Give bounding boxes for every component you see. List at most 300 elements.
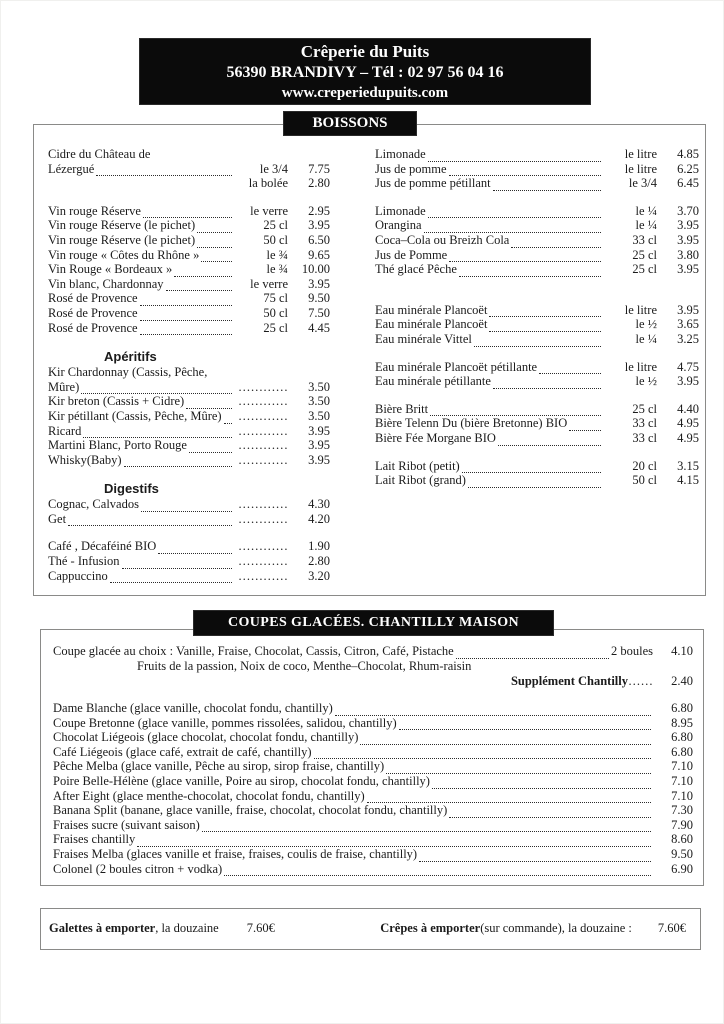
item-unit: ………… [238,568,288,583]
item-name: Eau minérale Plancoët [375,302,488,317]
item-name: Get [48,511,67,526]
item-price: 6.45 [677,176,699,191]
dotted-leader [489,321,601,332]
item-unit: ………… [238,539,288,554]
item-name: Eau minérale pétillante [375,374,491,389]
item-name: Lait Ribot (grand) [375,473,466,488]
coupes-item-row [53,862,693,877]
coupes-item-row [53,818,693,833]
restaurant-website: www.creperiedupuits.com [281,84,449,101]
menu-group [375,459,699,488]
dotted-leader [124,456,232,467]
menu-row [375,332,699,347]
coupes-item-row [53,730,693,745]
item-name: Vin rouge Réserve (le pichet) [48,232,196,247]
menu-row [48,497,330,512]
item-unit: ………… [238,394,288,409]
dotted-leader [96,165,232,176]
menu-group [48,480,330,526]
menu-row [375,360,699,375]
item-unit: le 3/4 [259,161,288,176]
coupes-item-row [53,716,693,731]
item-unit: le litre [624,302,657,317]
group-rows [375,360,699,389]
item-name: Chocolat Liégeois (glace chocolat, chocolat fondu, chantilly) [53,730,359,745]
item-name: Colonel (2 boules citron + vodka) [53,861,223,876]
menu-group [375,204,699,277]
dotted-leader [432,778,651,789]
item-name: Jus de pomme [375,161,447,176]
dotted-leader [493,180,601,191]
coupes-item-row [53,745,693,760]
item-unit: 33 cl [632,416,657,431]
coupe-intro-text: Coupe glacée au choix : Vanille, Fraise, Chocolat, Cassis, Citron, Café, Pistache [53,644,454,658]
item-unit [234,365,288,380]
restaurant-name: Crêperie du Puits [300,41,430,61]
dotted-leader [428,151,601,162]
item-unit: le verre [250,203,288,218]
dotted-leader [449,807,651,818]
item-unit: le litre [624,147,657,161]
item-name: Kir breton (Cassis + Cidre) [48,394,185,409]
crepes-label-bold: Crêpes à emporter [380,921,481,935]
menu-row [48,277,330,292]
item-name: Eau minérale Vittel [375,331,472,346]
dotted-leader [511,237,601,248]
menu-row [48,321,330,336]
item-unit: 25 cl [632,401,657,416]
takeaway-line [41,909,700,936]
item-price: 3.25 [677,331,699,346]
dotted-leader [430,405,601,416]
item-unit: le litre [624,161,657,176]
group-rows [48,539,330,583]
item-name: Martini Blanc, Porto Rouge [48,438,187,453]
item-price: 3.65 [677,317,699,332]
dotted-leader [489,306,601,317]
item-price: 3.70 [677,203,699,218]
item-name: Lait Ribot (petit) [375,458,460,473]
item-name: Mûre) [48,379,80,394]
item-unit: ………… [238,497,288,512]
item-price: 3.95 [308,276,330,291]
item-price: 4.75 [677,359,699,374]
item-price: 4.40 [677,401,699,416]
item-unit: ………… [238,438,288,453]
dotted-leader [428,207,601,218]
item-price: 3.95 [308,218,330,233]
item-name: Rosé de Provence [48,320,138,335]
group-rows [48,147,330,191]
boissons-column-right [375,147,699,488]
group-heading: Digestifs [104,481,159,497]
dotted-leader [386,763,651,774]
item-unit: le ½ [635,317,657,332]
item-price: 1.90 [308,539,330,554]
item-price: 6.80 [671,701,693,715]
supplement-dots: …… [628,674,653,688]
dotted-leader [456,648,609,659]
item-price: 4.15 [677,473,699,488]
menu-group [375,360,699,389]
item-name: Eau minérale Plancoët pétillante [375,359,538,374]
group-rows [48,497,330,526]
item-price: 4.30 [308,497,330,512]
dotted-leader [68,515,232,526]
menu-row [375,416,699,431]
galettes-label-rest: , la douzaine [155,921,219,935]
menu-row [48,424,330,439]
menu-row [375,374,699,389]
restaurant-address: 56390 BRANDIVY – Tél : 02 97 56 04 16 [226,63,504,81]
dotted-leader [474,336,601,347]
menu-row [48,512,330,527]
menu-row [48,176,330,191]
item-unit: 25 cl [632,247,657,262]
coupe-intro-price: 4.10 [671,644,693,658]
item-name: Fraises chantilly [53,832,136,847]
menu-row [48,248,330,263]
item-name: Café Liégeois (glace café, extrait de café, chantilly) [53,744,312,759]
item-unit: le ¼ [635,218,657,233]
item-unit: le ¼ [635,203,657,218]
item-name: Limonade [375,203,426,218]
dotted-leader [399,719,651,730]
crepes-label-rest: (sur commande), la douzaine : [480,921,632,935]
dotted-leader [122,558,232,569]
item-name: Rosé de Provence [48,291,138,306]
item-unit: ………… [238,554,288,569]
boissons-section-title: BOISSONS [283,111,417,136]
item-unit: le litre [624,359,657,374]
item-name: Eau minérale Plancoët [375,317,488,332]
item-unit: 25 cl [632,262,657,277]
menu-row [48,569,330,584]
menu-row [48,162,330,177]
item-unit: 20 cl [632,458,657,473]
group-rows [375,204,699,277]
item-price: 9.50 [671,846,693,861]
dotted-leader [209,369,232,380]
item-price: 3.95 [308,452,330,467]
dotted-leader [83,427,232,438]
item-name: Fraises sucre (suivant saison) [53,817,200,832]
dotted-leader [493,378,601,389]
item-unit: 50 cl [632,473,657,488]
item-price: 6.80 [671,744,693,759]
supplement-price: 2.40 [671,674,693,688]
coupes-content [41,630,703,876]
item-unit: 75 cl [263,291,288,306]
dotted-leader [81,383,232,394]
item-price: 9.65 [308,247,330,262]
item-name: Orangina [375,218,422,233]
item-price: 3.95 [677,374,699,389]
coupes-box [40,629,704,886]
item-name: Lézergué [48,161,95,176]
item-name: Thé glacé Pêche [375,262,457,277]
coupes-item-row [53,847,693,862]
item-unit: ………… [238,452,288,467]
item-name: Thé - Infusion [48,554,120,569]
menu-row [48,365,330,380]
item-unit: le 3/4 [628,176,657,191]
item-price: 3.80 [677,247,699,262]
item-unit: 50 cl [263,232,288,247]
coupes-item-row [53,759,693,774]
menu-row [48,453,330,468]
menu-row [48,204,330,219]
item-price: 8.60 [671,832,693,847]
menu-group [48,204,330,335]
item-price: 6.80 [671,730,693,745]
menu-row [48,380,330,395]
dotted-leader [166,280,232,291]
item-name: Vin rouge « Côtes du Rhône » [48,247,200,262]
dotted-leader [197,222,232,233]
item-unit: le ½ [635,374,657,389]
coupe-intro-tail: 2 boules [610,644,653,658]
dotted-leader [141,501,232,512]
dotted-leader [137,836,651,847]
coupes-item-row [53,803,693,818]
item-name: Ricard [48,423,82,438]
dotted-leader [367,792,651,803]
item-price: 7.10 [671,788,693,803]
item-name: After Eight (glace menthe-chocolat, chocolat fondu, chantilly) [53,788,365,803]
coupes-item-row [53,832,693,847]
menu-group [375,303,699,347]
item-price: 4.95 [677,416,699,431]
item-name: Cognac, Calvados [48,497,139,512]
dotted-leader [360,734,651,745]
menu-row [375,459,699,474]
menu-group [375,402,699,446]
menu-row [375,176,699,191]
supplement-row [53,674,693,689]
item-name: Whisky(Baby) [48,452,122,467]
item-name: Vin rouge Réserve [48,203,141,218]
item-price: 2.80 [308,176,330,191]
dotted-leader [539,363,601,374]
menu-row [375,317,699,332]
menu-row [375,218,699,233]
group-heading: Apéritifs [104,349,157,365]
dotted-leader [140,295,232,306]
item-price: 9.50 [308,291,330,306]
dotted-leader [224,865,651,876]
item-name: Banana Split (banane, glace vanille, fraise, chocolat, chocolat fondu, chantilly) [53,803,448,818]
item-price: 3.95 [308,423,330,438]
item-name: Jus de pomme pétillant [375,176,491,191]
galettes-price: 7.60€ [246,921,275,935]
coupes-items [53,701,693,876]
coupes-item-row [53,701,693,716]
menu-row [48,438,330,453]
menu-row [375,233,699,248]
menu-row [375,204,699,219]
header-box [139,38,591,105]
menu-group [48,348,330,467]
menu-group [48,147,330,191]
menu-row [48,233,330,248]
menu-row [48,291,330,306]
item-name: Bière Fée Morgane BIO [375,430,496,445]
crepes-price: 7.60€ [657,921,686,935]
item-price: 3.95 [677,262,699,277]
menu-row [48,394,330,409]
dotted-leader [569,420,601,431]
menu-row [48,147,330,162]
item-price: 3.20 [308,568,330,583]
coupes-item-row [53,789,693,804]
item-unit: le ¼ [635,331,657,346]
menu-row [375,262,699,277]
dotted-leader [152,151,232,162]
item-price: 3.95 [677,302,699,317]
item-name: Jus de Pomme [375,247,448,262]
menu-row [48,306,330,321]
dotted-leader [314,748,651,759]
menu-row [48,554,330,569]
item-name: Vin blanc, Chardonnay [48,276,164,291]
coupes-item-row [53,774,693,789]
item-name: Dame Blanche (glace vanille, chocolat fondu, chantilly) [53,701,333,715]
group-rows [375,402,699,446]
item-unit: 50 cl [263,305,288,320]
item-price: 8.95 [671,715,693,730]
menu-row [48,539,330,554]
boissons-box [33,124,706,596]
dotted-leader [202,821,651,832]
dotted-leader [449,251,601,262]
item-price [288,147,330,162]
item-price: 3.95 [677,218,699,233]
dotted-leader [50,180,232,191]
item-name: Vin rouge Réserve (le pichet) [48,218,196,233]
item-name: Vin Rouge « Bordeaux » [48,262,173,277]
item-price: 10.00 [301,262,330,277]
item-unit: ………… [238,379,288,394]
item-name: Bière Telenn Du (bière Bretonne) BIO [375,416,568,431]
item-price: 6.90 [671,861,693,876]
dotted-leader [158,543,232,554]
item-price: 6.25 [677,161,699,176]
item-price: 4.95 [677,430,699,445]
item-price: 7.50 [308,305,330,320]
dotted-leader [110,572,232,583]
dotted-leader [140,324,232,335]
item-price: 4.45 [308,320,330,335]
dotted-leader [335,705,651,716]
item-price: 3.50 [308,394,330,409]
item-unit: la bolée [248,176,288,191]
dotted-leader [197,237,232,248]
spacer [53,674,511,689]
dotted-leader [498,435,601,446]
dotted-leader [186,398,232,409]
item-unit [234,147,288,162]
item-name: Rosé de Provence [48,305,138,320]
item-name: Limonade [375,147,426,161]
item-price: 7.10 [671,773,693,788]
item-name: Bière Britt [375,401,429,416]
dotted-leader [424,222,601,233]
dotted-leader [201,251,232,262]
menu-group [48,539,330,583]
item-name: Cidre du Château de [48,147,151,161]
menu-row [48,218,330,233]
item-name: Cappuccino [48,568,108,583]
dotted-leader [462,462,601,473]
item-price [288,365,330,380]
dotted-leader [189,442,232,453]
item-name: Pêche Melba (glace vanille, Pêche au sirop, sirop fraise, chantilly) [53,759,385,774]
dotted-leader [468,477,601,488]
item-price: 4.20 [308,511,330,526]
menu-row [375,147,699,162]
menu-row [375,431,699,446]
item-name: Coca–Cola ou Breizh Cola [375,232,510,247]
takeaway-box [40,908,701,950]
item-name: Coupe Bretonne (glace vanille, pommes rissolées, salidou, chantilly) [53,715,397,730]
item-unit: 25 cl [263,218,288,233]
item-unit: 25 cl [263,320,288,335]
item-name: Kir pétillant (Cassis, Pêche, Mûre) [48,408,222,423]
dotted-leader [224,413,232,424]
boissons-column-left [48,147,330,583]
item-price: 7.90 [671,817,693,832]
item-unit: 33 cl [632,430,657,445]
dotted-leader [419,851,651,862]
coupes-section-title: COUPES GLACÉES. CHANTILLY MAISON [193,610,554,636]
galettes-label-bold: Galettes à emporter [49,921,156,935]
item-price: 3.15 [677,458,699,473]
item-unit: le ¾ [266,262,288,277]
item-unit: le verre [250,276,288,291]
item-price: 7.10 [671,759,693,774]
coupe-flavors-line2: Fruits de la passion, Noix de coco, Menthe–Chocolat, Rhum-raisin [137,659,472,673]
item-price: 7.75 [308,161,330,176]
menu-row [375,473,699,488]
menu-row [48,262,330,277]
item-name: Café , Décaféiné BIO [48,539,157,554]
item-price: 3.50 [308,408,330,423]
menu-row [375,402,699,417]
menu-row [375,248,699,263]
dotted-leader [140,310,232,321]
group-rows [375,303,699,347]
group-rows [48,365,330,467]
item-unit: 33 cl [632,232,657,247]
item-unit: le ¾ [266,247,288,262]
dotted-leader [143,207,232,218]
item-price: 3.95 [677,232,699,247]
dotted-leader [174,266,232,277]
group-rows [375,147,699,191]
item-price: 2.80 [308,554,330,569]
item-name: Fraises Melba (glaces vanille et fraise, fraises, coulis de fraise, chantilly) [53,846,418,861]
item-price: 3.95 [308,438,330,453]
item-unit: ………… [238,511,288,526]
coupe-intro-row [53,644,693,659]
menu-group [375,147,699,191]
item-name: Poire Belle-Hélène (glace vanille, Poire au sirop, chocolat fondu, chantilly) [53,773,430,788]
dotted-leader [459,266,601,277]
menu-row [375,162,699,177]
menu-row [48,409,330,424]
dotted-leader [449,165,601,176]
